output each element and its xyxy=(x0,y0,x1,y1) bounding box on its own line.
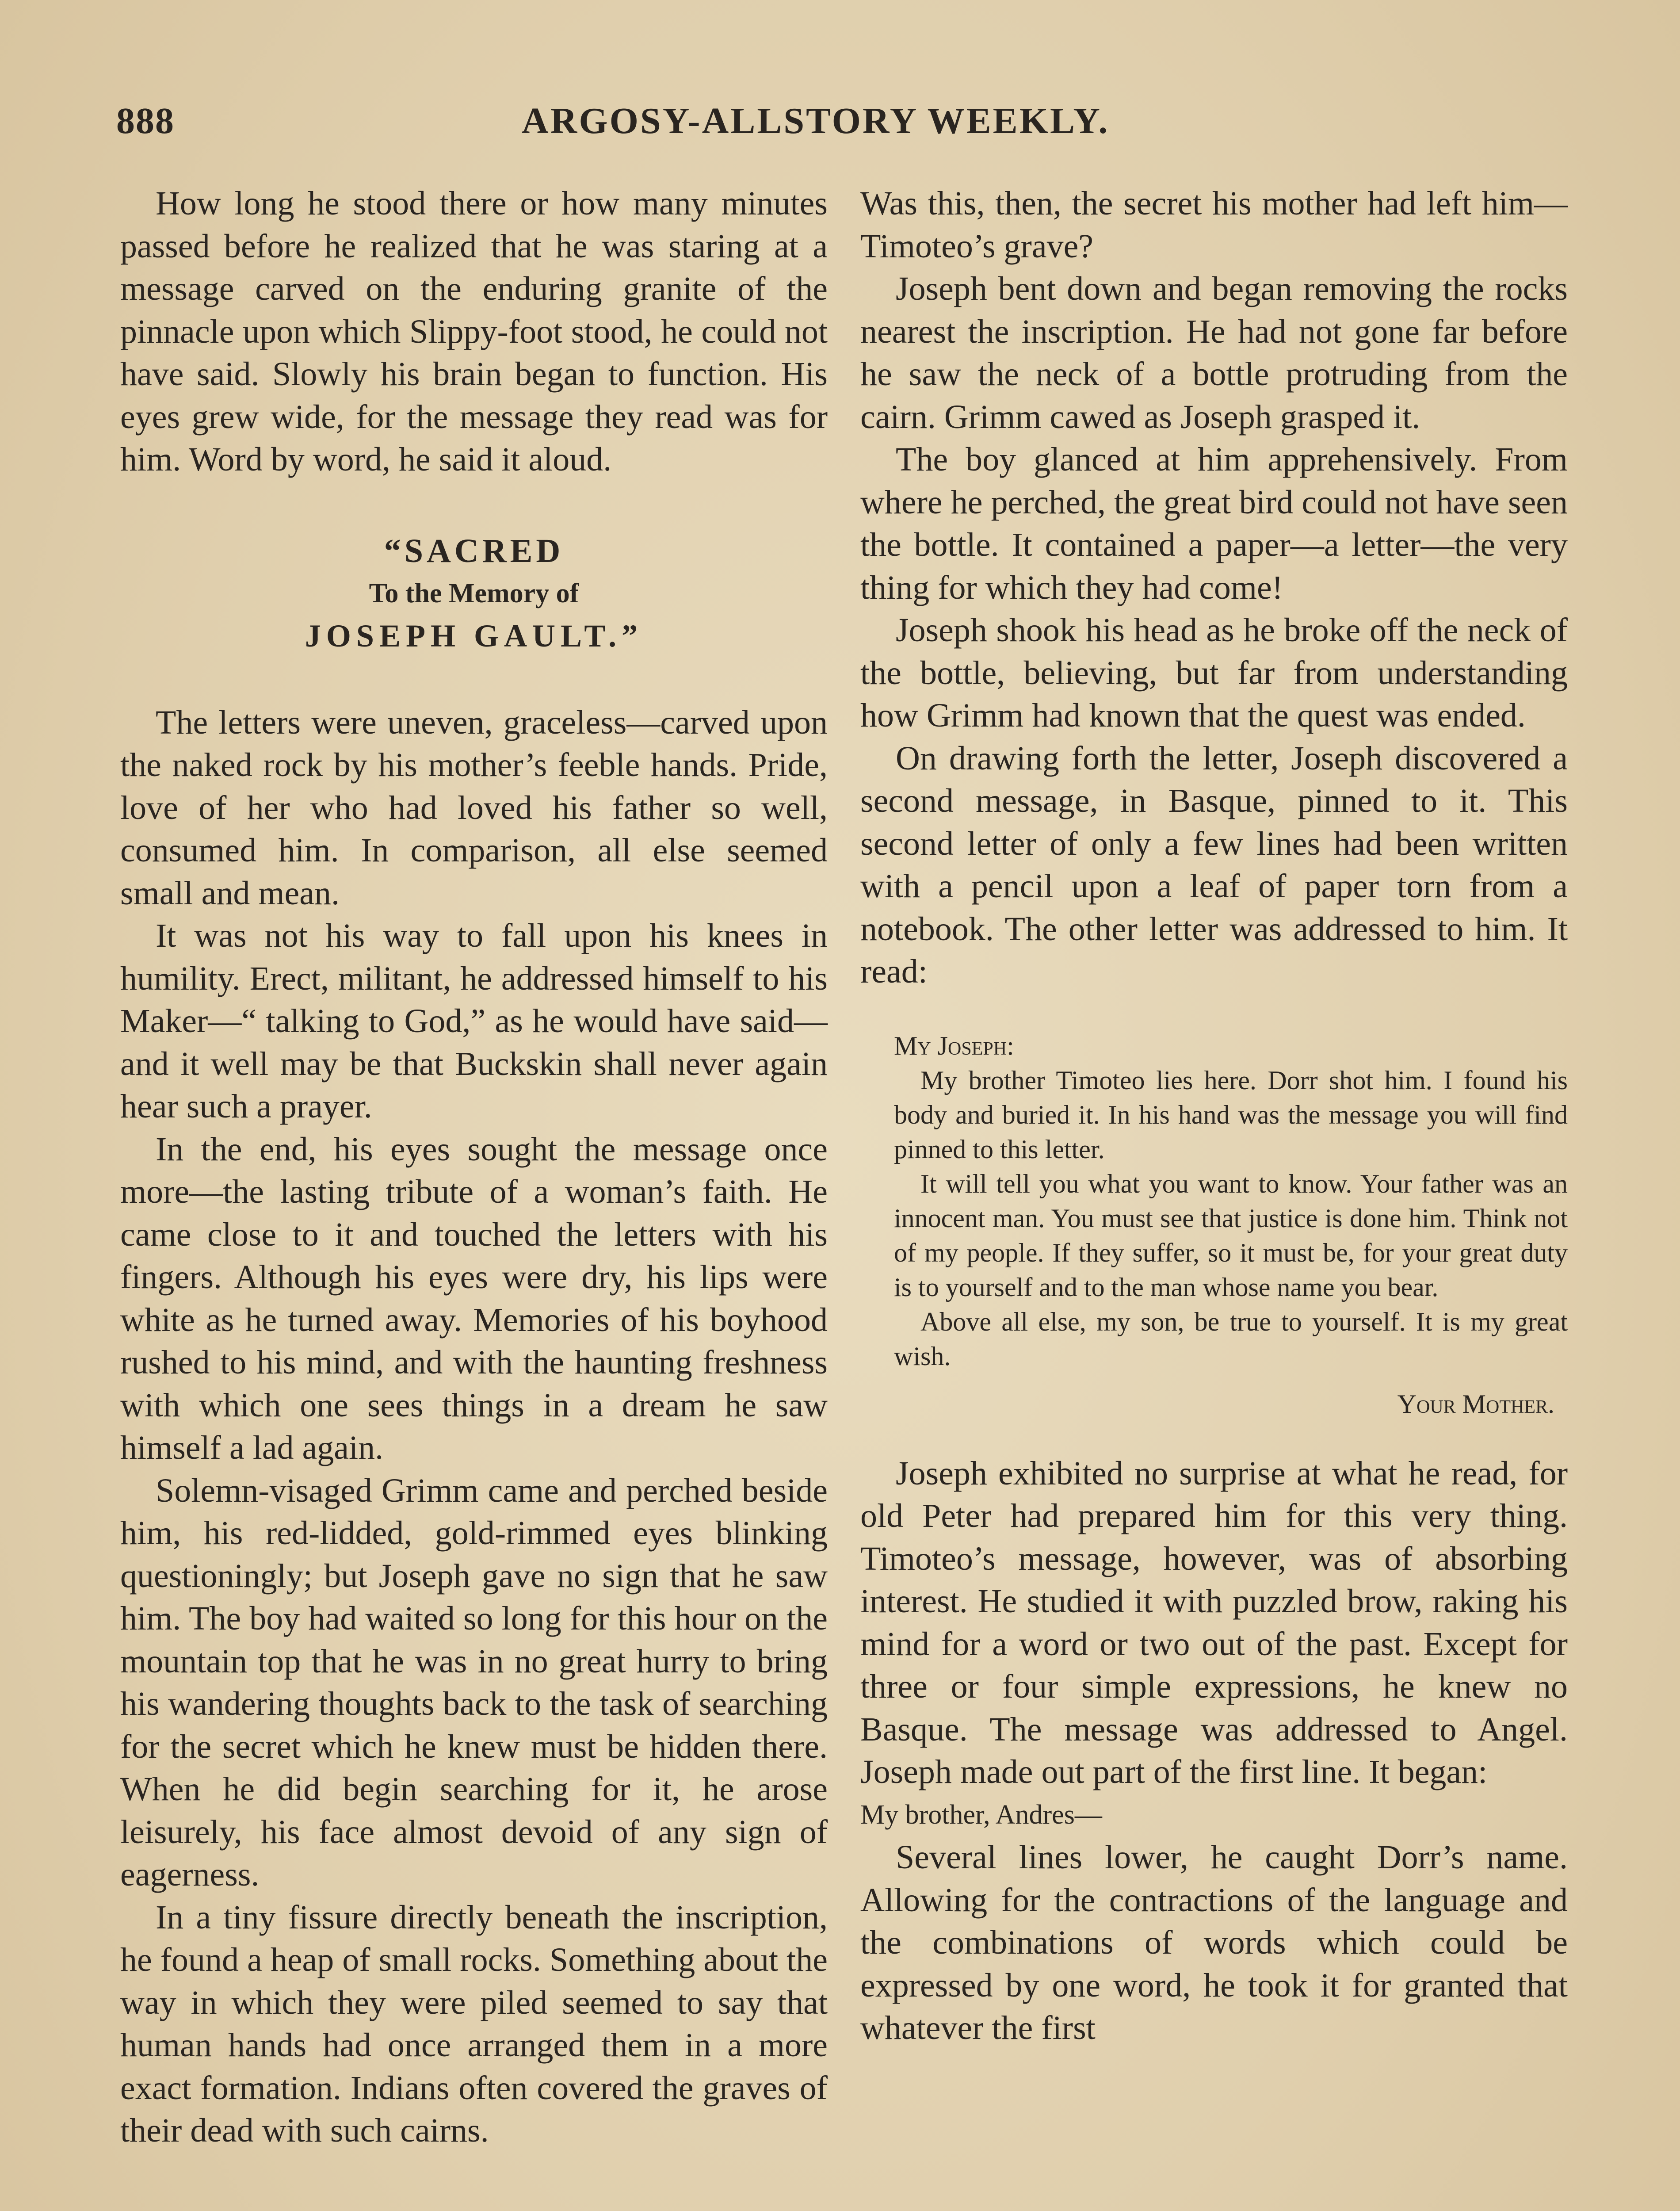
paragraph: The letters were uneven, graceless—carved upon the naked rock by his mother’s feeble hands. Pride, love of her who had loved his father so well, consumed him. In comparison, all else seemed small and mean. xyxy=(120,704,828,912)
letter-paragraph: It will tell you what you want to know. Your father was an innocent man. You must see that justice is done him. Think not of my people. If they suffer, so it must be, for your great duty is to yourself and to the man whose name you bear. xyxy=(894,1169,1568,1302)
paragraph: Several lines lower, he caught Dorr’s name. Allowing for the contractions of the language and the combinations of words which could be expressed by one word, he took it for granted that whatever the first xyxy=(860,1839,1568,2047)
paragraph: Solemn-visaged Grimm came and perched beside him, his red-lidded, gold-rimmed eyes blinking questioningly; but Joseph gave no sign that he saw him. The boy had waited so long for this hour on the mountain top that he was in no great hurry to bring his wandering thoughts back to the task of searching for the secret which he knew must be hidden there. When he did begin searching for it, he arose leisurely, his face almost devoid of any sign of eagerness. xyxy=(120,1472,828,1893)
paragraph: Joseph exhibited no surprise at what he read, for old Peter had prepared him for this very thing. Timoteo’s message, however, was of absorbing interest. He studied it with puzzled brow, raking his mind for a word or two out of the past. Except for three or four simple expressions, he knew no Basque. The message was addressed to Angel. Joseph made out part of the first line. It began: xyxy=(860,1454,1568,1790)
inscription xyxy=(120,530,828,657)
paragraph: In a tiny fissure directly beneath the inscription, he found a heap of small rocks. Something about the way in which they were piled seemed to say that human hands had once arranged them in a more exact formation. Indians often covered the graves of their dead with such cairns. xyxy=(120,1898,828,2149)
quoted-line: My brother, Andres— xyxy=(860,1799,1102,1830)
paragraph: On drawing forth the letter, Joseph discovered a second message, in Basque, pinned to it. This second letter of only a few lines had been written with a pencil upon a leaf of paper torn from a notebook. The other letter was addressed to him. It read: xyxy=(860,739,1568,990)
paragraph: It was not his way to fall upon his knees in humility. Erect, militant, he addressed himself to his Maker—“ talking to God,” as he would have said—and it well may be that Buckskin shall never again hear such a prayer. xyxy=(120,917,828,1125)
paragraph: The boy glanced at him apprehensively. From where he perched, the great bird could not have seen the bottle. It contained a paper—a letter—the very thing for which they had come! xyxy=(860,441,1568,606)
page-number: 888 xyxy=(116,100,175,142)
letter-signature: Your Mother. xyxy=(1397,1389,1554,1419)
left-column xyxy=(120,182,828,2152)
paragraph: In the end, his eyes sought the message once more—the lasting tribute of a woman’s faith. He came close to it and touched the letters with his fingers. Although his eyes were dry, his lips were white as he turned away. Memories of his boyhood rushed to his mind, and with the haunting freshness with which one sees things in a dream he saw himself a lad again. xyxy=(120,1130,828,1466)
mothers-letter xyxy=(860,1029,1568,1421)
inscription-line-1: “SACRED xyxy=(384,532,564,570)
paragraph: Joseph shook his head as he broke off the neck of the bottle, believing, but far from understanding how Grimm had known that the quest was ended. xyxy=(860,612,1568,734)
letter-paragraph: My brother Timoteo lies here. Dorr shot him. I found his body and buried it. In his hand was the message you will find pinned to this letter. xyxy=(894,1065,1568,1164)
paragraph: Joseph bent down and began removing the rocks nearest the inscription. He had not gone far before he saw the neck of a bottle protruding from the cairn. Grimm cawed as Joseph grasped it. xyxy=(860,270,1568,436)
paragraph: How long he stood there or how many minutes passed before he realized that he was staring at a message carved on the enduring granite of the pinnacle upon which Slippy-foot stood, he could not have said. Slowly his brain began to function. His eyes grew wide, for the message they read was for him. Word by word, he said it aloud. xyxy=(120,185,828,478)
inscription-line-3: JOSEPH GAULT.” xyxy=(305,618,643,654)
letter-paragraph: Above all else, my son, be true to yourself. It is my great wish. xyxy=(894,1307,1568,1371)
right-column xyxy=(860,182,1568,2050)
inscription-line-2: To the Memory of xyxy=(369,578,579,608)
letter-salutation: My Joseph: xyxy=(894,1031,1014,1060)
paragraph: Was this, then, the secret his mother had left him—Timoteo’s grave? xyxy=(860,185,1568,265)
running-head: ARGOSY-ALLSTORY WEEKLY. xyxy=(522,100,1110,142)
